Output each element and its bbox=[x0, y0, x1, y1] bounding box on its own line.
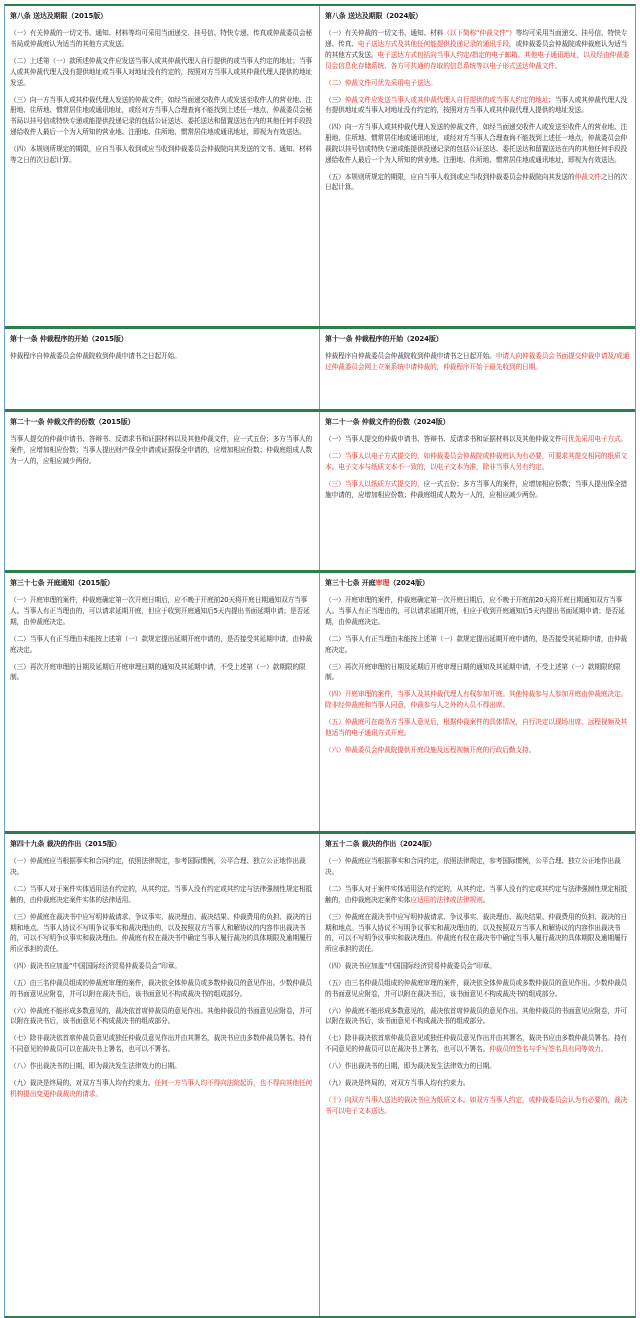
article-heading: 第三十七条 开庭通知（2015版） bbox=[10, 579, 114, 587]
table-row-article-37 bbox=[4, 573, 636, 831]
cell-2015 bbox=[5, 573, 320, 831]
clause: （九）裁决是终局的，对双方当事人均有约束力。 bbox=[325, 1078, 470, 1087]
cell-2015 bbox=[5, 6, 320, 326]
clause-new: （六）仲裁委员会仲裁院提供开庭设施及远程视频开庭的行政后勤支持。 bbox=[325, 745, 536, 754]
amended-text: （三）当事人以纸质方式提交的， bbox=[325, 479, 424, 488]
clause: 仲裁程序自仲裁委员会仲裁院收到仲裁申请书之日起开始。申请人向仲裁委员会书面提交仲裁申请及/或通过仲裁委员会网上立案系统申请仲裁的，仲裁程序开始于最先收到的日期。 bbox=[325, 352, 630, 372]
clause: （一）当事人提交的仲裁申请书、答辩书、反请求书和证据材料以及其他仲裁文件可优先采用电子方式。 bbox=[325, 435, 628, 444]
cell-2024 bbox=[320, 6, 635, 326]
clause: （八）作出裁决书的日期，即为裁决发生法律效力的日期。 bbox=[10, 1061, 181, 1070]
clause-new: （五）仲裁庭可在商务方当事人意见后，根据仲裁案件的具体情况，自行决定以现场出席、远程视频及其他适当的电子通讯方式开庭。 bbox=[325, 717, 628, 737]
amended-text: 仲裁文件 bbox=[574, 172, 601, 181]
clause: （一）开庭审理的案件，仲裁庭确定第一次开庭日期后，应不晚于开庭前20天将开庭日期通知双方当事人。当事人有正当理由的，可以请求延期开庭，但应于收到开庭通知后5天内提出书面延期申请；是否延期，由仲裁庭决定。 bbox=[10, 596, 310, 627]
amended-text: 仲裁文件应发送当事人或其仲裁代理人自行提供的或当事人约定的地址 bbox=[344, 95, 549, 104]
article-heading: 第五十二条 裁决的作出（2024版） bbox=[325, 840, 436, 848]
amended-text: 申请人向仲裁委员会书面提交仲裁申请及/或通过仲裁委员会网上立案系统申请仲裁的，仲裁程序开始于最先收到的日期。 bbox=[325, 352, 630, 372]
clause: （五）本规则所规定的期限，应自当事人收到或应当收到仲裁委员会仲裁院向其发送的仲裁文件之日的次日起计算。 bbox=[325, 172, 628, 192]
cell-2024 bbox=[320, 329, 635, 409]
clause-new: （四）开庭审理的案件，当事人及其仲裁代理人有权参加开庭。其他仲裁参与人参加开庭由仲裁庭决定。除非经仲裁庭和当事人同意，仲裁参与人之外的人员不得出席。 bbox=[325, 690, 628, 710]
amended-text: 审理 bbox=[375, 579, 390, 587]
cell-2024 bbox=[320, 834, 635, 1316]
table-row-article-11 bbox=[4, 329, 636, 409]
amended-text: 可优先采用电子方式。 bbox=[561, 435, 628, 444]
clause: （三）仲裁庭在裁决书中应写明仲裁请求、争议事实、裁决理由、裁决结果、仲裁费用的负担、裁决的日期和地点。当事人协议不写明争议事实和裁决理由的，以及按照双方当事人和解协议的内容作出裁决书的，可以不写明争议事实和裁决理由。仲裁庭有权在裁决书中确定当事人履行裁决的具体期限及逾期履行所应承担的责任。 bbox=[325, 912, 628, 954]
clause: （三）再次开庭审理的日期及延期后开庭审理日期的通知及其延期申请，不受上述第（一）款期限的限制。 bbox=[325, 662, 621, 682]
article-heading: 第八条 送达及期限（2015版） bbox=[10, 12, 107, 20]
clause: （三）仲裁文件应发送当事人或其仲裁代理人自行提供的或当事人约定的地址；当事人或其仲裁代理人没有提供地址或当事人对地址没有约定的，按照对方当事人或其仲裁代理人提供的地址发送。 bbox=[325, 95, 628, 115]
clause: （二）当事人对于案件实体适用法有约定的，从其约定。当事人没有约定或其约定与法律强制性规定相抵触的，由仲裁庭决定案件实体的法律适用。 bbox=[10, 885, 313, 904]
clause: （五）由三名仲裁员组成的仲裁庭审理的案件，裁决依全体仲裁员或多数仲裁员的意见作出。少数仲裁员的书面意见应附卷，并可以附在裁决书后，该书面意见不构成裁决书的组成部分。 bbox=[325, 978, 628, 998]
clause: （一）开庭审理的案件，仲裁庭确定第一次开庭日期后，应不晚于开庭前20天将开庭日期通知双方当事人。当事人有正当理由的，可以请求延期开庭，但应于收到开庭通知后5天内提出书面延期申请；是否延期，由仲裁庭决定。 bbox=[325, 596, 625, 627]
amended-text: 应适用的法律或法律规则 bbox=[410, 895, 483, 904]
article-heading: 第十一条 仲裁程序的开始（2015版） bbox=[10, 335, 128, 343]
cell-2024 bbox=[320, 573, 635, 831]
clause: （三）当事人以纸质方式提交的，应一式五份；多方当事人的案件，应增加相应份数；当事人提出保全措施申请的，应增加相应份数；仲裁庭组成人数为一人的，应相应减少两份。 bbox=[325, 479, 628, 499]
amended-text: 电子送达方式及其他任何能提供投递记录的通讯手段 bbox=[357, 40, 509, 49]
clause: （七）除非裁决依首席仲裁员意见或独任仲裁员意见作出并由其署名，裁决书应由多数仲裁员署名。持有不同意见的仲裁员可以在裁决书上署名，也可以不署名。仲裁员的签名与手写签名具有同等效力。 bbox=[325, 1034, 628, 1054]
amended-text: 任何一方当事人均不得向法院起诉，也不得向其他任何机构提出变更仲裁裁决的请求。 bbox=[10, 1078, 313, 1098]
cell-2024 bbox=[320, 412, 635, 570]
clause: （五）由三名仲裁员组成的仲裁庭审理的案件，裁决依全体仲裁员或多数仲裁员的意见作出。少数仲裁员的书面意见应附卷，并可以附在裁决书后，该书面意见不构成裁决书的组成部分。 bbox=[10, 978, 313, 998]
table-row-article-8 bbox=[4, 4, 636, 326]
article-heading: 第八条 送达及期限（2024版） bbox=[325, 12, 422, 20]
article-heading: 第二十一条 仲裁文件的份数（2015版） bbox=[10, 418, 135, 426]
clause: （一）有关仲裁的一切文书、通知、材料等均可采用当面递交、挂号信、特快专递、传真或仲裁委员会秘书局或仲裁庭认为适当的其他方式发送。 bbox=[10, 29, 313, 49]
article-heading: 第三十七条 开庭审理（2024版） bbox=[325, 579, 429, 587]
clause: （四）裁决书应加盖“中国国际经济贸易仲裁委员会”印章。 bbox=[10, 962, 181, 971]
clause: （六）仲裁庭不能形成多数意见的，裁决依首席仲裁员的意见作出。其他仲裁员的书面意见应附卷，并可以附在裁决书后，该书面意见不构成裁决书的组成部分。 bbox=[10, 1006, 313, 1026]
clause: （八）作出裁决书的日期，即为裁决发生法律效力的日期。 bbox=[325, 1061, 496, 1070]
amended-text: 电子送达方式包括向当事人约定/指定的电子邮箱、其他电子通讯地址，以及经由仲裁委员会信息化存储系统、各方可共通的存取的信息系统等以电子形式送达仲裁文件。 bbox=[325, 51, 630, 70]
amended-text: （以下简称“仲裁文件”） bbox=[443, 29, 516, 38]
clause: （四）裁决书应加盖“中国国际经济贸易仲裁委员会”印章。 bbox=[325, 962, 496, 971]
comparison-table bbox=[4, 4, 636, 1318]
article-heading: 第二十一条 仲裁文件的份数（2024版） bbox=[325, 418, 450, 426]
clause: （一）仲裁庭应当根据事实和合同约定，依照法律规定，参考国际惯例，公平合理、独立公正地作出裁决。 bbox=[10, 857, 306, 877]
clause: （九）裁决是终局的，对双方当事人均有约束力。任何一方当事人均不得向法院起诉，也不得向其他任何机构提出变更仲裁裁决的请求。 bbox=[10, 1078, 313, 1098]
cell-2015 bbox=[5, 834, 320, 1316]
table-row-article-21 bbox=[4, 412, 636, 570]
clause: （二）当事人有正当理由未能按上述第（一）款规定提出延期开庭申请的，是否接受其延期申请，由仲裁庭决定。 bbox=[325, 634, 628, 654]
cell-2015 bbox=[5, 329, 320, 409]
article-heading: 第十一条 仲裁程序的开始（2024版） bbox=[325, 335, 443, 343]
clause: （一）有关仲裁的一切文书、通知、材料（以下简称“仲裁文件”）等均可采用当面递交、挂号信、特快专递、传真、电子送达方式及其他任何能提供投递记录的通讯手段，或仲裁委员会仲裁院或仲裁庭认为适当的其他方式发送。电子送达方式包括向当事人约定/指定的电子邮箱、其他电子通讯地址，以及经由仲裁委员会信息化存储系统、各方可共通的存取的信息系统等以电子形式送达仲裁文件。 bbox=[325, 29, 630, 70]
clause: （三）仲裁庭在裁决书中应写明仲裁请求、争议事实、裁决理由、裁决结果、仲裁费用的负担、裁决的日期和地点。当事人协议不写明争议事实和裁决理由的，以及按照双方当事人和解协议的内容作出裁决书的，可以不写明争议事实和裁决理由。仲裁庭有权在裁决书中确定当事人履行裁决的具体期限及逾期履行所应承担的责任。 bbox=[10, 912, 313, 954]
clause: （二）当事人有正当理由未能按上述第（一）款规定提出延期开庭申请的，是否接受其延期申请，由仲裁庭决定。 bbox=[10, 634, 313, 654]
article-heading: 第四十九条 裁决的作出（2015版） bbox=[10, 840, 121, 848]
clause-new: （二）当事人以电子方式提交的，如仲裁委员会仲裁院或仲裁庭认为有必要，可要求其提交相同的纸质文本。电子文本与纸质文本不一致的，以电子文本为准，除非当事人另有约定。 bbox=[325, 452, 628, 472]
clause: （三）向一方当事人或其仲裁代理人发送的仲裁文件，如经当面递交收件人或发送至收件人的营业地、注册地、住所地、惯常居住地或通讯地址，或经对方当事人合理查询不能找到上述任一地点，仲裁委员会秘书局以挂号信或特快专递或能提供投递记录的包括公证送达、委托送达和留置送达在内的其他任何手段投递给收件人最后一个为人所知的营业地、注册地、住所地、惯常居住地或通讯地址，即视为有效送达。 bbox=[10, 95, 313, 137]
clause: （六）仲裁庭不能形成多数意见的，裁决依首席仲裁员的意见作出。其他仲裁员的书面意见应附卷，并可以附在裁决书后，该书面意见不构成裁决书的组成部分。 bbox=[325, 1006, 628, 1026]
clause: （七）除非裁决依首席仲裁员意见或独任仲裁员意见作出并由其署名，裁决书应由多数仲裁员署名。持有不同意见的仲裁员可以在裁决书上署名，也可以不署名。 bbox=[10, 1034, 313, 1054]
clause: （四）本规则所规定的期限，应自当事人收到或应当收到仲裁委员会仲裁院向其发送的文书、通知、材料等之日的次日起计算。 bbox=[10, 144, 313, 164]
clause: （四）向一方当事人或其仲裁代理人发送的仲裁文件，如经当面递交收件人或发送至收件人的营业地、注册地、住所地、惯常居住地或通讯地址，或经对方当事人合理查询不能找到上述任一地点，仲裁委员会仲裁院以挂号信或特快专递或能提供投递记录的包括公证送达、委托送达和留置送达在内的其他任何手段投递给收件人最后一个为人所知的营业地、注册地、住所地、惯常居住地或通讯地址，即视为有效送达。 bbox=[325, 123, 628, 164]
clause: （一）仲裁庭应当根据事实和合同约定，依照法律规定，参考国际惯例，公平合理、独立公正地作出裁决。 bbox=[325, 857, 621, 877]
clause: （二）当事人对于案件实体适用法有约定的，从其约定。当事人没有约定或其约定与法律强制性规定相抵触的，由仲裁庭决定案件实体应适用的法律或法律规则。 bbox=[325, 885, 628, 904]
clause: 当事人提交的仲裁申请书、答辩书、反请求书和证据材料以及其他仲裁文件，应一式五份；多方当事人的案件，应增加相应份数；当事人提出财产保全申请或证据保全申请的，应增加相应份数；仲裁庭组成人数为一人的，应相应减少两份。 bbox=[10, 435, 313, 466]
clause: （二）上述第（一）款所述仲裁文件应发送当事人或其仲裁代理人自行提供的或当事人约定的地址；当事人或其仲裁代理人没有提供地址或当事人对地址没有约定的，按照对方当事人或其仲裁代理人提供的地址发送。 bbox=[10, 57, 313, 87]
table-row-article-award bbox=[4, 834, 636, 1318]
clause-new: （二）仲裁文件可优先采用电子送达。 bbox=[325, 78, 437, 87]
cell-2015 bbox=[5, 412, 320, 570]
clause: （三）再次开庭审理的日期及延期后开庭审理日期的通知及其延期申请，不受上述第（一）款期限的限制。 bbox=[10, 662, 306, 682]
clause-new: （十）向双方当事人送达的裁决书应为纸质文本。如双方当事人约定，或仲裁委员会认为有必要的，裁决书可以电子文本送达。 bbox=[325, 1095, 628, 1115]
clause: 仲裁程序自仲裁委员会仲裁院收到仲裁申请书之日起开始。 bbox=[10, 352, 181, 361]
amended-text: 仲裁员的签名与手写签名具有同等效力。 bbox=[489, 1045, 608, 1054]
